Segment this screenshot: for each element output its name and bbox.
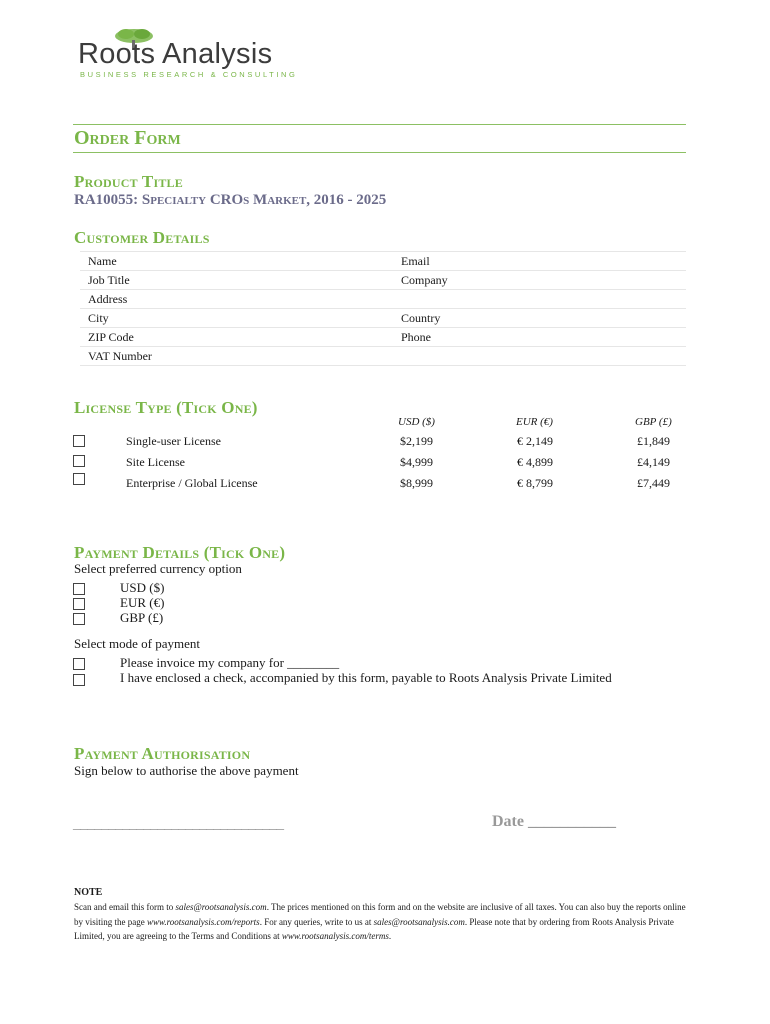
- mode-checkbox-check[interactable]: [73, 674, 85, 686]
- field-address[interactable]: Address: [88, 292, 128, 306]
- field-vat[interactable]: VAT Number: [88, 349, 152, 363]
- price-eur: € 8,799: [517, 476, 553, 490]
- note-part: . For any queries, write to us at: [259, 916, 374, 927]
- signature-line[interactable]: ______________________________: [73, 815, 283, 832]
- price-usd: $4,999: [400, 455, 433, 469]
- mode-checkbox-invoice[interactable]: [73, 658, 85, 670]
- note-heading: NOTE: [74, 887, 103, 898]
- col-gbp: GBP (£): [635, 416, 672, 428]
- field-city[interactable]: City: [88, 311, 109, 325]
- customer-row: [80, 251, 686, 270]
- currency-option: EUR (€): [120, 595, 165, 610]
- note-text: [74, 900, 694, 944]
- license-label: Single-user License: [126, 434, 221, 448]
- price-gbp: £4,149: [637, 455, 670, 469]
- price-eur: € 4,899: [517, 455, 553, 469]
- col-eur: EUR (€): [516, 416, 553, 428]
- currency-prompt: Select preferred currency option: [74, 561, 242, 576]
- customer-row: [80, 346, 686, 366]
- note-part: Scan and email this form to: [74, 902, 176, 912]
- note-part: . The prices mentioned on this form and on the website are inclusive of all taxes. You can also buy the reports online by visiting the page: [74, 902, 686, 927]
- page-title: Order Form: [74, 127, 181, 149]
- reports-link[interactable]: www.rootsanalysis.com/reports: [147, 916, 260, 927]
- license-checkbox-single[interactable]: [73, 435, 85, 447]
- authorisation-heading: Payment Authorisation: [74, 744, 251, 763]
- currency-checkbox-usd[interactable]: [73, 583, 85, 595]
- license-checkbox-enterprise[interactable]: [73, 473, 85, 485]
- terms-link[interactable]: www.rootsanalysis.com/terms: [281, 931, 389, 941]
- price-gbp: £7,449: [637, 476, 670, 490]
- license-label: Site License: [126, 455, 185, 469]
- field-job-title[interactable]: Job Title: [88, 273, 130, 287]
- product-code: RA10055: Specialty CROs Market, 2016 - 2025: [74, 192, 387, 208]
- field-zip[interactable]: ZIP Code: [88, 330, 134, 344]
- field-phone[interactable]: Phone: [401, 330, 431, 344]
- field-email[interactable]: Email: [401, 254, 430, 268]
- customer-row: [80, 270, 686, 289]
- col-usd: USD ($): [398, 416, 435, 428]
- field-country[interactable]: Country: [401, 311, 441, 325]
- price-usd: $2,199: [400, 434, 433, 448]
- license-heading: License Type (Tick One): [74, 398, 258, 417]
- payment-heading: Payment Details (Tick One): [74, 543, 286, 562]
- divider: [73, 152, 686, 153]
- field-company[interactable]: Company: [401, 273, 448, 287]
- currency-checkbox-eur[interactable]: [73, 598, 85, 610]
- customer-row: [80, 289, 686, 308]
- mode-option: Please invoice my company for ________: [120, 655, 340, 670]
- customer-row: [80, 308, 686, 327]
- customer-row: [80, 327, 686, 346]
- sales-email-link[interactable]: sales@rootsanalysis.com: [373, 916, 465, 927]
- license-label: Enterprise / Global License: [126, 476, 258, 490]
- product-heading: Product Title: [74, 172, 183, 191]
- date-field[interactable]: Date ___________: [492, 813, 616, 830]
- currency-option: USD ($): [120, 580, 165, 595]
- divider: [73, 124, 686, 125]
- license-checkbox-site[interactable]: [73, 455, 85, 467]
- logo-name: Roots Analysis: [78, 38, 273, 70]
- field-name[interactable]: Name: [88, 254, 117, 268]
- note-part: .: [388, 931, 392, 941]
- mode-option: I have enclosed a check, accompanied by this form, payable to Roots Analysis Private Limited: [120, 670, 612, 685]
- price-gbp: £1,849: [637, 434, 670, 448]
- logo-tagline: BUSINESS RESEARCH & CONSULTING: [80, 70, 298, 79]
- customer-table: [80, 251, 686, 366]
- currency-checkbox-gbp[interactable]: [73, 613, 85, 625]
- price-usd: $8,999: [400, 476, 433, 490]
- customer-heading: Customer Details: [74, 228, 210, 247]
- note-part: . Please note that by ordering from Roots Analysis Private Limited, you are agreeing to the Terms and Conditions at: [74, 916, 674, 941]
- currency-option: GBP (£): [120, 610, 164, 625]
- price-eur: € 2,149: [517, 434, 553, 448]
- authorisation-prompt: Sign below to authorise the above payment: [74, 763, 299, 778]
- mode-prompt: Select mode of payment: [74, 636, 200, 651]
- sales-email-link[interactable]: sales@rootsanalysis.com: [175, 902, 267, 912]
